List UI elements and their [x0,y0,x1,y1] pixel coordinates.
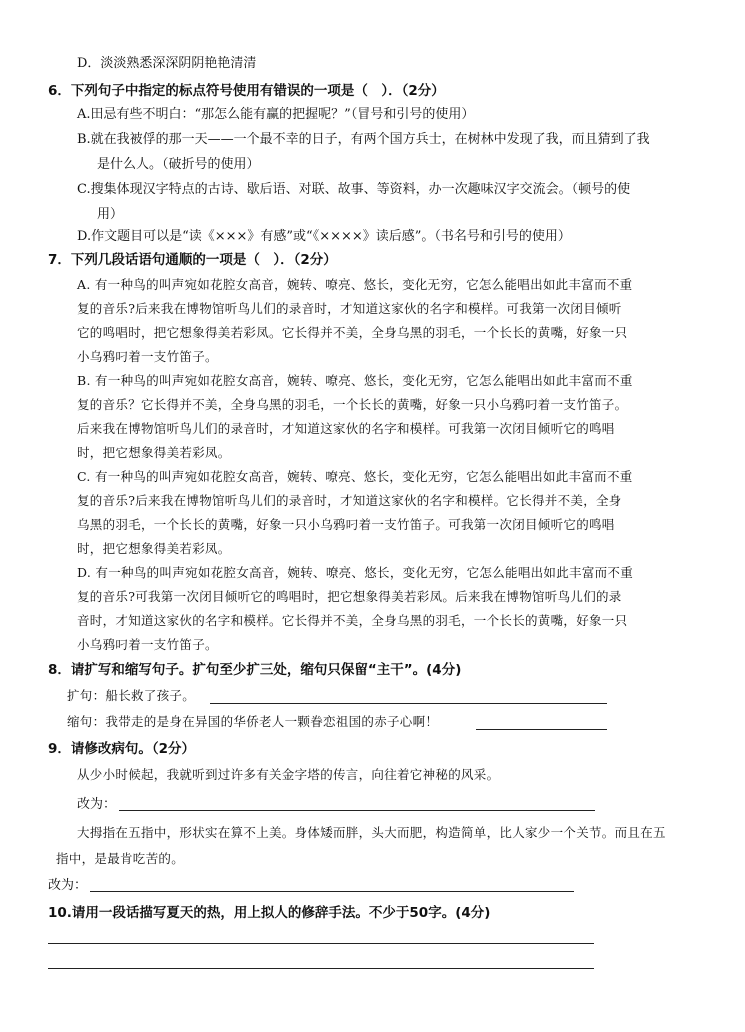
q10-title: 10.请用一段话描写夏天的热，用上拟人的修辞手法。不少于50字。(4分) [48,905,491,921]
q7-option-c-line: C. 有一种鸟的叫声宛如花腔女高音，婉转、嘹亮、悠长，变化无穷，它怎么能唱出如此丰富而不重 [77,469,633,484]
q8-expand-prompt: 扩句：船长救了孩子。 [67,688,196,703]
q7-option-c-line: 复的音乐?后来我在博物馆听鸟儿们的录音时，才知道这家伙的名字和模样。它长得并不美，全身 [77,493,622,508]
q9-sentence-1: 从少小时候起，我就听到过许多有关金字塔的传言，向往着它神秘的风采。 [77,767,500,782]
q7-option-c-line: 乌黑的羽毛，一个长长的黄嘴，好象一只小乌鸦叼着一支竹笛子。可我第一次闭目倾听它的鸣唱 [77,517,615,532]
q7-option-a-line: 它的鸣唱时，把它想象得美若彩凤。它长得并不美，全身乌黑的羽毛，一个长长的黄嘴，好象一只 [77,325,628,340]
q8-title: 8．请扩写和缩写句子。扩句至少扩三处，缩句只保留“主干”。(4分) [48,662,462,678]
q10-answer-line-2[interactable] [48,968,594,969]
q9-title: 9．请修改病句。（2分） [48,741,196,757]
q9-fix-2-answer-line[interactable] [90,891,574,892]
q7-option-a-line: 复的音乐?后来我在博物馆听鸟儿们的录音时，才知道这家伙的名字和模样。可我第一次闭目倾听 [77,301,622,316]
q9-sentence-2-line2: 指中，是最肯吃苦的。 [56,851,185,866]
q7-option-b-line: 复的音乐？它长得并不美，全身乌黑的羽毛，一个长长的黄嘴，好象一只小乌鸦叼着一支竹笛子。 [77,397,628,412]
q7-option-b-line: 时，把它想象得美若彩凤。 [77,445,231,460]
q9-fix-2-label: 改为： [48,878,88,893]
q6-title: 6．下列句子中指定的标点符号使用有错误的一项是（ ）．（2分） [48,83,445,99]
q7-option-d-line: 音时，才知道这家伙的名字和模样。它长得并不美，全身乌黑的羽毛，一个长长的黄嘴，好象一只 [77,613,628,628]
q6-option-a: A.田忌有些不明白：“那怎么能有赢的把握呢？”（冒号和引号的使用） [77,107,475,122]
q7-option-d-line: 小乌鸦叼着一支竹笛子。 [77,637,218,652]
q6-option-b-line1: B.就在我被俘的那一天——一个最不幸的日子，有两个国方兵士，在树林中发现了我，而且猜到了我 [77,132,650,147]
q7-option-a-line: A. 有一种鸟的叫声宛如花腔女高音，婉转、嘹亮、悠长，变化无穷，它怎么能唱出如此丰富而不重 [77,277,633,292]
q7-option-b-line: B. 有一种鸟的叫声宛如花腔女高音，婉转、嘹亮、悠长，变化无穷，它怎么能唱出如此丰富而不重 [77,373,633,388]
q8-expand-answer-line[interactable] [210,703,607,704]
q10-answer-line-1[interactable] [48,943,594,944]
q6-option-d: D.作文题目可以是“读《×××》有感”或“《××××》读后感”。（书名号和引号的使用） [77,229,571,244]
q7-option-b-line: 后来我在博物馆听鸟儿们的录音时，才知道这家伙的名字和模样。可我第一次闭目倾听它的鸣唱 [77,421,615,436]
q9-fix-1-answer-line[interactable] [119,810,595,811]
q7-option-a-line: 小乌鸦叼着一支竹笛子。 [77,349,218,364]
q6-option-b-line2: 是什么人。（破折号的使用） [97,157,260,172]
q6-option-c-line2: 用） [97,207,124,222]
q7-option-c-line: 时，把它想象得美若彩凤。 [77,541,231,556]
q9-sentence-2-line1: 大拇指在五指中，形状实在算不上美。身体矮而胖，头大而肥，构造简单，比人家少一个关节。而且在五 [77,825,666,840]
q7-title: 7．下列几段话语句通顺的一项是（ ）．（2分） [48,252,337,268]
q8-shrink-prompt: 缩句：我带走的是身在异国的华侨老人一颗眷恋祖国的赤子心啊！ [67,714,439,729]
q9-fix-1-label: 改为： [77,797,117,812]
q6-option-c-line1: C.搜集体现汉字特点的古诗、歇后语、对联、故事、等资料，办一次趣味汉字交流会。（顿号的使 [77,182,631,197]
q7-option-d-line: 复的音乐?可我第一次闭目倾听它的鸣唱时，把它想象得美若彩凤。后来我在博物馆听鸟儿们的录 [77,589,622,604]
q8-shrink-answer-line[interactable] [476,729,607,730]
q7-option-d-line: D. 有一种鸟的叫声宛如花腔女高音，婉转、嘹亮、悠长，变化无穷，它怎么能唱出如此丰富而不重 [77,565,634,580]
q5-option-d: D．淡淡熟悉深深阴阴艳艳清清 [77,56,257,71]
